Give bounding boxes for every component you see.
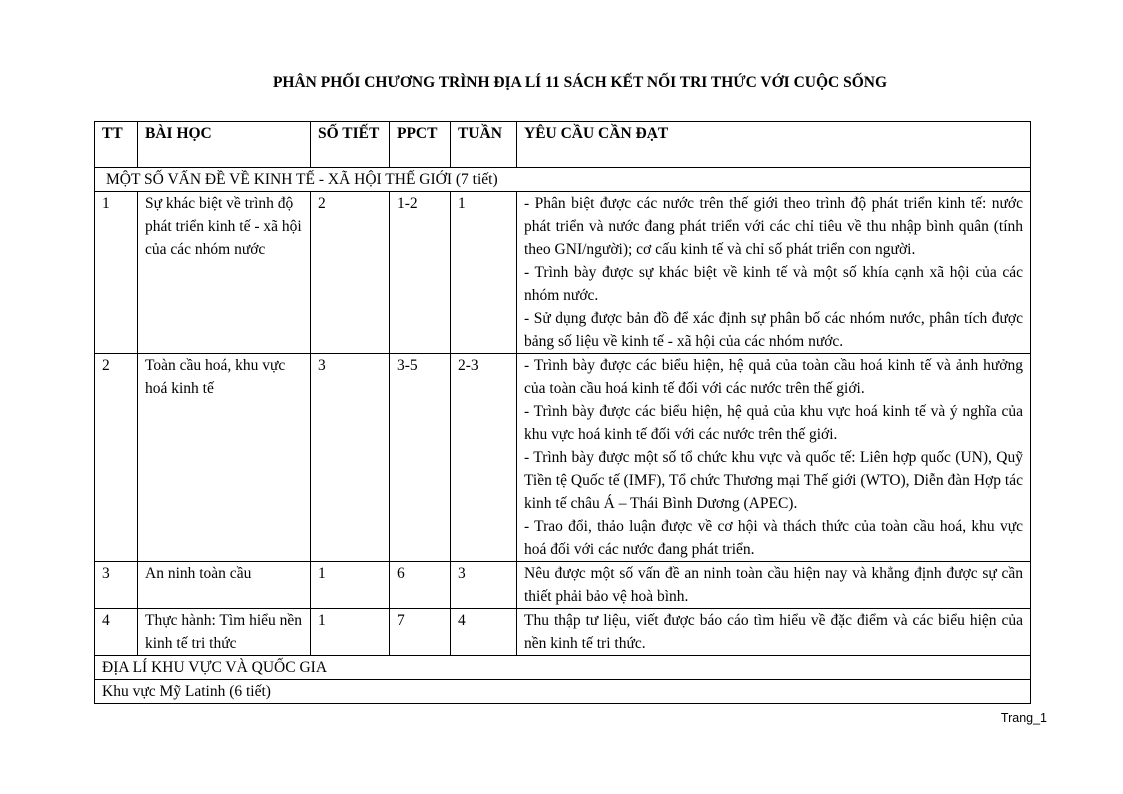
row-requirements (517, 192, 1031, 354)
row-tt: 3 (95, 562, 138, 609)
row-tt: 4 (95, 609, 138, 656)
page-number: Trang_1 (1000, 711, 1047, 725)
header-lesson: BÀI HỌC (138, 122, 311, 168)
row-periods: 1 (311, 609, 390, 656)
header-tt: TT (95, 122, 138, 168)
table-row (95, 354, 1031, 562)
header-ppct: PPCT (390, 122, 451, 168)
row-periods: 3 (311, 354, 390, 562)
row-week: 4 (451, 609, 517, 656)
requirement-item: - Sử dụng được bản đồ để xác định sự phân bố các nhóm nước, phân tích được bảng số liệu về kinh tế - xã hội của các nhóm nước. (524, 310, 1023, 350)
row-requirements (517, 609, 1031, 656)
section-title-2: ĐỊA LÍ KHU VỰC VÀ QUỐC GIA (95, 656, 1031, 680)
header-periods: SỐ TIẾT (311, 122, 390, 168)
table-row (95, 562, 1031, 609)
section-row (95, 656, 1031, 680)
requirement-item: - Phân biệt được các nước trên thế giới theo trình độ phát triển kinh tế: nước phát triển và nước đang phát triển với các chỉ tiêu về thu nhập bình quân (tính theo GNI/người); cơ cấu kinh tế và chỉ số phát triển con người. (524, 195, 1023, 258)
row-lesson: An ninh toàn cầu (138, 562, 311, 609)
row-ppct: 3-5 (390, 354, 451, 562)
requirement-item: - Trình bày được sự khác biệt về kinh tế và một số khía cạnh xã hội của các nhóm nước. (524, 264, 1023, 304)
row-periods: 1 (311, 562, 390, 609)
row-week: 1 (451, 192, 517, 354)
row-periods: 2 (311, 192, 390, 354)
section-row (95, 168, 1031, 192)
row-requirements (517, 562, 1031, 609)
row-requirements (517, 354, 1031, 562)
row-tt: 1 (95, 192, 138, 354)
table-row (95, 609, 1031, 656)
header-requirements: YÊU CẦU CẦN ĐẠT (517, 122, 1031, 168)
requirement-item: - Trình bày được các biểu hiện, hệ quả của toàn cầu hoá kinh tế và ảnh hưởng của toàn cầu hoá kinh tế đối với các nước trên thế giới. (524, 357, 1023, 397)
row-ppct: 6 (390, 562, 451, 609)
row-ppct: 1-2 (390, 192, 451, 354)
row-tt: 2 (95, 354, 138, 562)
header-week: TUẦN (451, 122, 517, 168)
section-title-1: MỘT SỐ VẤN ĐỀ VỀ KINH TẾ - XÃ HỘI THẾ GIỚI (7 tiết) (95, 168, 1031, 192)
requirement-item: - Trình bày được các biểu hiện, hệ quả của khu vực hoá kinh tế và ý nghĩa của khu vực hoá kinh tế đối với các nước trên thế giới. (524, 403, 1023, 443)
table-row (95, 192, 1031, 354)
row-lesson: Sự khác biệt về trình độ phát triển kinh tế - xã hội của các nhóm nước (138, 192, 311, 354)
section-title-3: Khu vực Mỹ Latinh (6 tiết) (95, 680, 1031, 704)
section-row (95, 680, 1031, 704)
row-lesson: Toàn cầu hoá, khu vực hoá kinh tế (138, 354, 311, 562)
requirement-item: Nêu được một số vấn đề an ninh toàn cầu hiện nay và khẳng định được sự cần thiết phải bảo vệ hoà bình. (524, 565, 1023, 605)
row-ppct: 7 (390, 609, 451, 656)
row-week: 2-3 (451, 354, 517, 562)
requirement-item: Thu thập tư liệu, viết được báo cáo tìm hiểu về đặc điểm và các biểu hiện của nền kinh tế tri thức. (524, 612, 1023, 652)
requirement-item: - Trình bày được một số tổ chức khu vực và quốc tế: Liên hợp quốc (UN), Quỹ Tiền tệ Quốc tế (IMF), Tổ chức Thương mại Thế giới (WTO), Diễn đàn Hợp tác kinh tế châu Á – Thái Bình Dương (APEC). (524, 449, 1023, 512)
page-title: PHÂN PHỐI CHƯƠNG TRÌNH ĐỊA LÍ 11 SÁCH KẾT NỐI TRI THỨC VỚI CUỘC SỐNG (272, 74, 888, 91)
requirement-item: - Trao đổi, thảo luận được về cơ hội và thách thức của toàn cầu hoá, khu vực hoá đối với các nước đang phát triển. (524, 518, 1023, 558)
curriculum-table (94, 121, 1031, 704)
row-lesson: Thực hành: Tìm hiểu nền kinh tế tri thức (138, 609, 311, 656)
table-header-row (95, 122, 1031, 168)
row-week: 3 (451, 562, 517, 609)
